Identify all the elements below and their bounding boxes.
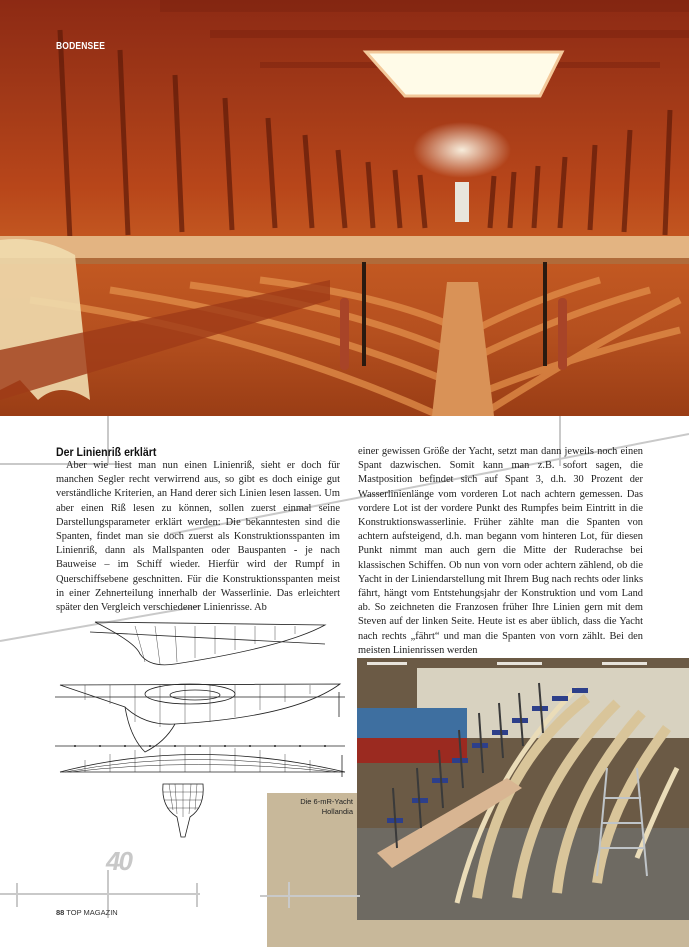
page-number: 88 [56,908,65,917]
waterlines-view [55,684,345,752]
decor-line-footer-tick-3 [196,883,198,907]
article-heading: Der Linienriß erklärt [56,445,157,459]
body-plan-view [163,784,203,837]
blue-boat [357,708,467,738]
page-footer [56,908,118,917]
article-paragraph-2: einer gewissen Größe der Yacht, setzt man dann jeweils noch einen Spant dazwischen. Somit kann man z.B. sofort sagen, die Mastposition befindet sich auf Spant 3, d.h. 30 Prozent der Wasserlinienlänge vom vorderen Lot nach achtern gemessen. Das vordere Lot ist der vordere Punkt des Rumpfes beim Eintritt in die Konstruktionswasserlinie. Früher zählte man die Spanten von achtern aufsteigend, d.h. man begann vom hinteren Lot, für diesen Punkt nimmt man auch gern die Mitte der Ruderachse bei klassischen Schiffen. Ob nun von vorn oder achtern zählend, ob die Yacht in der Liniendarstellung mit Ihrem Bug nach rechts oder links fährt, hängt vom Entstehungsjahr der Konstruktion und vom Land ab. So zeichneten die Franzosen früher Ihre Linien gern mit dem Steven auf der linken Seite. Heute ist es aber üblich, dass die Yacht nach rechts „fährt“ und man die Spanten von vorn zählt. Bei den meisten Linienrissen werden [358,446,643,656]
profile-view [90,622,325,665]
decor-line-footer-tick-1 [16,883,18,907]
article-column-1 [56,445,340,615]
decor-line-caption [260,895,360,897]
article-paragraph-1: Aber wie liest man nun einen Linienriß, sieht er doch für manchen Segler recht verwirrend aus, so gibt es doch einige gut verständliche Kriterien, an Hand derer sich Linien lesen lassen. Um aber einen Riß lesen zu können, sollen zuerst einmal seine Darstellungsparameter erklärt werden: Die bekanntesten sind die Spanten, findet man sie doch zuerst als Konstruktionsspanten im Linienriß, dann als Mallspanten oder Bauspanten - je nach Bauweise – im Schiff wieder. Hierfür wird der Rumpf in Querschiffsebene geschnitten. Für die Konstruktionsspanten meist in einer Zehnerteilung innerhalb der Wasserlinie. Das erleichtert später den Vergleich verschiedener Linienrisse. Ab [56,460,340,614]
decor-line-footer [0,893,200,895]
workshop-illustration [357,658,689,920]
hull-interior-illustration [0,0,689,416]
caption-line-1: Die 6-mR-Yacht [300,797,353,806]
bow-window [455,182,469,222]
magazine-name: TOP MAGAZIN [66,908,118,917]
page-watermark: 40 [106,846,131,876]
article-column-2 [358,445,643,658]
section-tag: BODENSEE [56,41,106,52]
caption-line-2: Hollandia [321,806,353,816]
red-boat [357,738,467,763]
skylight [366,52,562,96]
keelson [432,282,494,416]
decor-line-caption-tick [288,882,290,908]
photo-caption [267,797,353,816]
workshop-photo [357,658,689,920]
hero-photo [0,0,689,416]
half-breadth-view [55,746,345,777]
